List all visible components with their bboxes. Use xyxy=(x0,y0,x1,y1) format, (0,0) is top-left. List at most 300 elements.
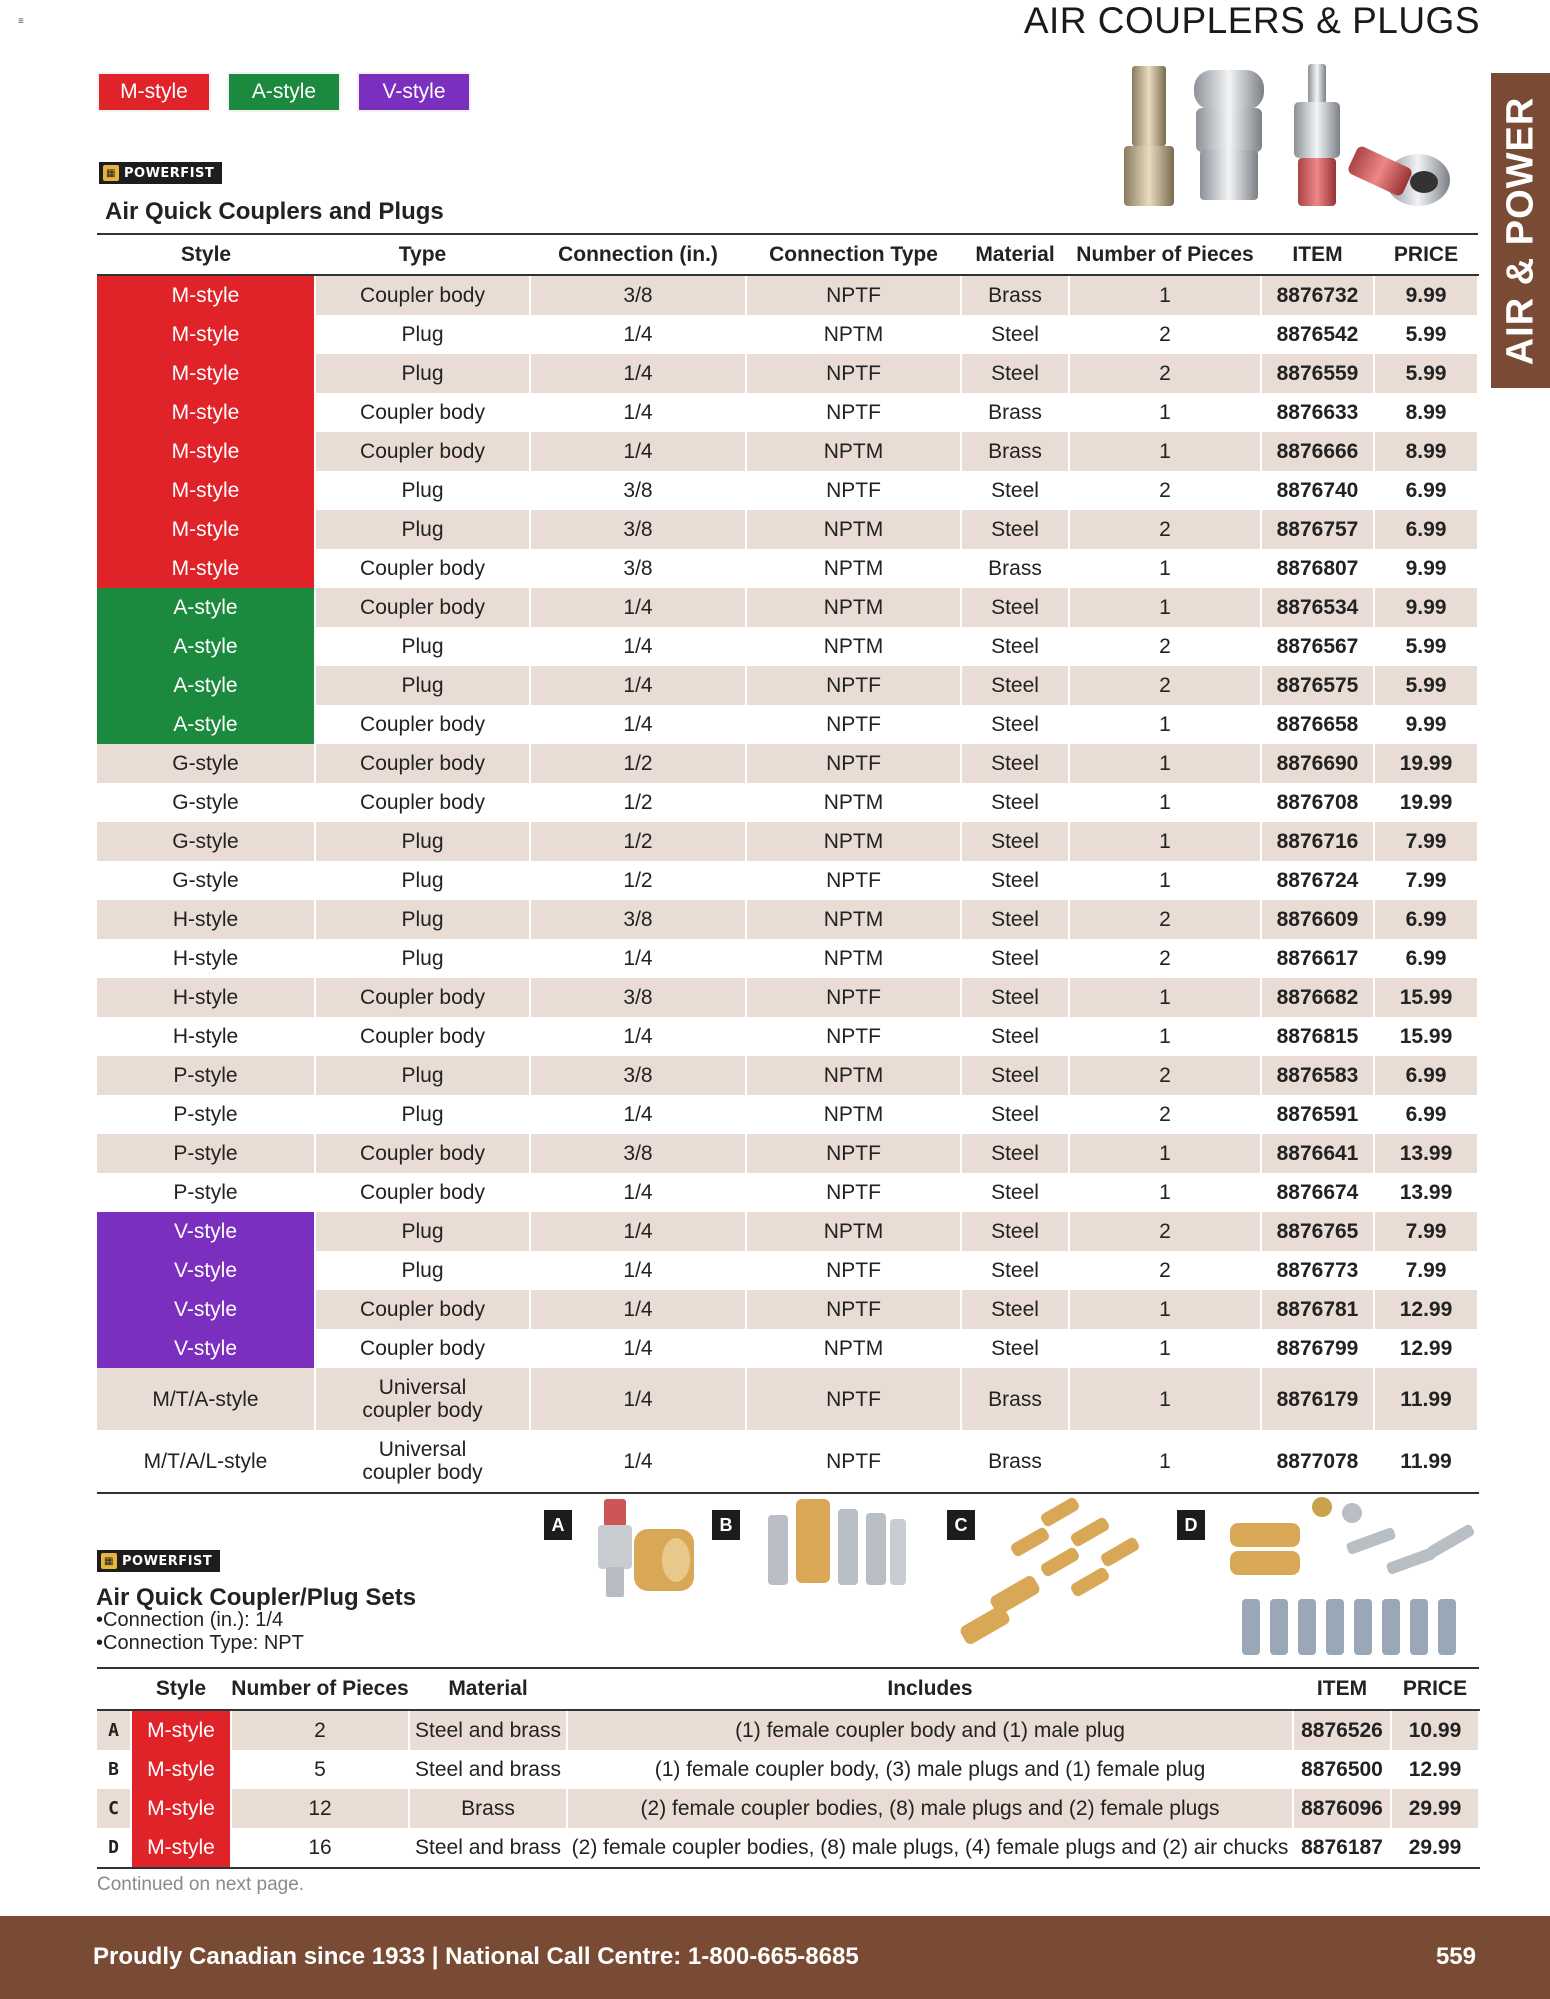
sets-col-style: Style xyxy=(131,1668,231,1710)
cell-connection: 1/4 xyxy=(530,1430,746,1493)
cell-material: Brass xyxy=(961,1430,1069,1493)
cell-type: Coupler body xyxy=(315,1173,530,1212)
cell-type: Plug xyxy=(315,822,530,861)
cell-item: 8876583 xyxy=(1261,1056,1374,1095)
cell-connection: 3/8 xyxy=(530,510,746,549)
cell-material: Steel xyxy=(961,1290,1069,1329)
style-legend xyxy=(99,74,469,110)
cell-item: 8876732 xyxy=(1261,275,1374,315)
cell-material: Steel and brass xyxy=(409,1710,567,1750)
set-specs xyxy=(96,1609,304,1655)
cell-connection: 1/4 xyxy=(530,1017,746,1056)
col-connection: Connection (in.) xyxy=(530,234,746,275)
cell-pieces: 1 xyxy=(1069,1134,1261,1173)
cell-item: 8876641 xyxy=(1261,1134,1374,1173)
cell-item: 8876609 xyxy=(1261,900,1374,939)
table-row xyxy=(97,275,1478,315)
cell-material: Steel xyxy=(961,1017,1069,1056)
cell-pieces: 2 xyxy=(1069,1056,1261,1095)
cell-connection-type: NPTF xyxy=(746,978,961,1017)
cell-item: 8876682 xyxy=(1261,978,1374,1017)
table-row xyxy=(97,1095,1478,1134)
sets-row xyxy=(97,1828,1479,1868)
cell-item: 8876526 xyxy=(1293,1710,1391,1750)
cell-type: Plug xyxy=(315,627,530,666)
spec-connection-type: •Connection Type: NPT xyxy=(96,1632,304,1654)
cell-material: Steel xyxy=(961,900,1069,939)
table-row xyxy=(97,627,1478,666)
cell-item: 8876815 xyxy=(1261,1017,1374,1056)
cell-pieces: 1 xyxy=(1069,1017,1261,1056)
cell-letter: A xyxy=(97,1710,131,1750)
page-number: 559 xyxy=(1435,1943,1476,1970)
cell-item: 8876591 xyxy=(1261,1095,1374,1134)
sets-row xyxy=(97,1789,1479,1828)
sets-col-pieces: Number of Pieces xyxy=(231,1668,409,1710)
cell-type: Coupler body xyxy=(315,783,530,822)
cell-connection: 1/4 xyxy=(530,939,746,978)
cell-connection-type: NPTM xyxy=(746,939,961,978)
set-d-image xyxy=(1226,1495,1481,1660)
cell-connection: 3/8 xyxy=(530,1056,746,1095)
cell-style: P-style xyxy=(97,1095,315,1134)
cell-connection-type: NPTM xyxy=(746,1329,961,1368)
col-price: PRICE xyxy=(1374,234,1478,275)
cell-material: Steel xyxy=(961,705,1069,744)
cell-price: 15.99 xyxy=(1374,978,1478,1017)
cell-letter: D xyxy=(97,1828,131,1868)
cell-style: A-style xyxy=(97,705,315,744)
cell-style: H-style xyxy=(97,939,315,978)
col-pieces: Number of Pieces xyxy=(1069,234,1261,275)
cell-price: 10.99 xyxy=(1391,1710,1479,1750)
cell-pieces: 2 xyxy=(1069,900,1261,939)
sets-col-includes: Includes xyxy=(567,1668,1293,1710)
cell-item: 8876575 xyxy=(1261,666,1374,705)
cell-price: 15.99 xyxy=(1374,1017,1478,1056)
table-row xyxy=(97,822,1478,861)
col-type: Type xyxy=(315,234,530,275)
cell-price: 13.99 xyxy=(1374,1173,1478,1212)
cell-material: Brass xyxy=(961,275,1069,315)
cell-item: 8876765 xyxy=(1261,1212,1374,1251)
cell-price: 7.99 xyxy=(1374,861,1478,900)
table-row xyxy=(97,1134,1478,1173)
cell-price: 6.99 xyxy=(1374,1056,1478,1095)
brand-name: POWERFIST xyxy=(122,1553,213,1569)
cell-type: Plug xyxy=(315,666,530,705)
cell-connection-type: NPTF xyxy=(746,1430,961,1493)
cell-item: 8876740 xyxy=(1261,471,1374,510)
cell-pieces: 1 xyxy=(1069,393,1261,432)
cell-style: P-style xyxy=(97,1173,315,1212)
cell-price: 6.99 xyxy=(1374,900,1478,939)
cell-style: H-style xyxy=(97,900,315,939)
cell-material: Steel xyxy=(961,744,1069,783)
table-row xyxy=(97,549,1478,588)
cell-material: Brass xyxy=(961,1368,1069,1430)
cell-type: Coupler body xyxy=(315,549,530,588)
cell-item: 8876773 xyxy=(1261,1251,1374,1290)
cell-type: Universal coupler body xyxy=(315,1430,530,1493)
cell-style: A-style xyxy=(97,666,315,705)
cell-pieces: 12 xyxy=(231,1789,409,1828)
cell-item: 8876559 xyxy=(1261,354,1374,393)
cell-material: Steel xyxy=(961,1056,1069,1095)
cell-item: 8876674 xyxy=(1261,1173,1374,1212)
cell-connection-type: NPTM xyxy=(746,315,961,354)
cell-style: M-style xyxy=(97,471,315,510)
cell-connection-type: NPTF xyxy=(746,1017,961,1056)
cell-pieces: 2 xyxy=(1069,510,1261,549)
cell-type: Coupler body xyxy=(315,588,530,627)
cell-material: Steel xyxy=(961,510,1069,549)
cell-price: 12.99 xyxy=(1391,1750,1479,1789)
powerfist-logo-sets xyxy=(97,1550,220,1572)
continued-note: Continued on next page. xyxy=(97,1874,305,1895)
set-b-image xyxy=(760,1495,910,1595)
side-tab-label: AIR & POWER xyxy=(1499,96,1541,365)
cell-material: Steel xyxy=(961,783,1069,822)
table-row xyxy=(97,900,1478,939)
cell-item: 8876617 xyxy=(1261,939,1374,978)
cell-item: 8876534 xyxy=(1261,588,1374,627)
cell-type: Plug xyxy=(315,900,530,939)
cell-connection-type: NPTM xyxy=(746,822,961,861)
cell-material: Steel xyxy=(961,1251,1069,1290)
cell-price: 8.99 xyxy=(1374,393,1478,432)
cell-style: H-style xyxy=(97,978,315,1017)
cell-type: Plug xyxy=(315,1095,530,1134)
cell-connection: 3/8 xyxy=(530,1134,746,1173)
cell-connection: 1/2 xyxy=(530,783,746,822)
cell-connection: 3/8 xyxy=(530,471,746,510)
cell-pieces: 1 xyxy=(1069,1368,1261,1430)
cell-price: 6.99 xyxy=(1374,939,1478,978)
table-row xyxy=(97,1430,1478,1493)
table-row xyxy=(97,354,1478,393)
cell-material: Steel xyxy=(961,1134,1069,1173)
cell-material: Steel xyxy=(961,1095,1069,1134)
cell-style: M-style xyxy=(97,510,315,549)
cell-style: V-style xyxy=(97,1290,315,1329)
cell-style: M-style xyxy=(97,393,315,432)
table-row xyxy=(97,705,1478,744)
cell-price: 7.99 xyxy=(1374,822,1478,861)
spec-connection: •Connection (in.): 1/4 xyxy=(96,1609,284,1631)
cell-price: 9.99 xyxy=(1374,275,1478,315)
cell-item: 8876542 xyxy=(1261,315,1374,354)
cell-item: 8876757 xyxy=(1261,510,1374,549)
cell-connection: 1/4 xyxy=(530,1212,746,1251)
cell-type: Plug xyxy=(315,939,530,978)
cell-material: Steel xyxy=(961,666,1069,705)
sets-header-row xyxy=(97,1668,1479,1710)
cell-item: 8876666 xyxy=(1261,432,1374,471)
cell-style: M-style xyxy=(131,1789,231,1828)
cell-price: 11.99 xyxy=(1374,1368,1478,1430)
cell-material: Brass xyxy=(409,1789,567,1828)
table-row xyxy=(97,1368,1478,1430)
cell-connection: 3/8 xyxy=(530,549,746,588)
cell-style: M-style xyxy=(97,354,315,393)
page-title: AIR COUPLERS & PLUGS xyxy=(1023,0,1480,41)
cell-style: M-style xyxy=(97,549,315,588)
cell-price: 6.99 xyxy=(1374,471,1478,510)
cell-material: Steel xyxy=(961,315,1069,354)
cell-style: M/T/A/L-style xyxy=(97,1430,315,1493)
corner-menu-icon: ≡ xyxy=(18,16,24,27)
logo-mark-icon: ▦ xyxy=(103,165,119,181)
cell-connection: 1/4 xyxy=(530,354,746,393)
cell-item: 8876724 xyxy=(1261,861,1374,900)
cell-connection: 1/2 xyxy=(530,744,746,783)
sets-row xyxy=(97,1750,1479,1789)
col-item: ITEM xyxy=(1261,234,1374,275)
cell-item: 8876807 xyxy=(1261,549,1374,588)
cell-includes: (2) female coupler bodies, (8) male plugs and (2) female plugs xyxy=(567,1789,1293,1828)
table-row xyxy=(97,1212,1478,1251)
logo-mark-icon: ▦ xyxy=(101,1553,117,1569)
cell-item: 8876179 xyxy=(1261,1368,1374,1430)
cell-pieces: 1 xyxy=(1069,705,1261,744)
footer-text: Proudly Canadian since 1933 | National Call Centre: 1-800-665-8685 xyxy=(93,1943,859,1970)
cell-connection-type: NPTF xyxy=(746,1368,961,1430)
cell-style: V-style xyxy=(97,1329,315,1368)
cell-style: P-style xyxy=(97,1056,315,1095)
cell-price: 29.99 xyxy=(1391,1828,1479,1868)
cell-connection: 1/4 xyxy=(530,315,746,354)
cell-pieces: 1 xyxy=(1069,588,1261,627)
cell-connection-type: NPTF xyxy=(746,275,961,315)
cell-item: 8876567 xyxy=(1261,627,1374,666)
cell-price: 9.99 xyxy=(1374,549,1478,588)
cell-material: Steel xyxy=(961,978,1069,1017)
table-row xyxy=(97,1056,1478,1095)
cell-letter: C xyxy=(97,1789,131,1828)
cell-price: 6.99 xyxy=(1374,510,1478,549)
cell-connection: 3/8 xyxy=(530,978,746,1017)
cell-connection: 1/4 xyxy=(530,1329,746,1368)
cell-type: Plug xyxy=(315,861,530,900)
sets-col-item: ITEM xyxy=(1293,1668,1391,1710)
table-row xyxy=(97,744,1478,783)
cell-style: V-style xyxy=(97,1212,315,1251)
couplers-table xyxy=(97,233,1479,1494)
cell-style: G-style xyxy=(97,822,315,861)
cell-price: 7.99 xyxy=(1374,1251,1478,1290)
cell-item: 8876781 xyxy=(1261,1290,1374,1329)
cell-connection-type: NPTF xyxy=(746,1134,961,1173)
powerfist-logo xyxy=(99,162,222,184)
cell-pieces: 1 xyxy=(1069,1430,1261,1493)
cell-style: M-style xyxy=(97,432,315,471)
cell-pieces: 2 xyxy=(231,1710,409,1750)
cell-material: Brass xyxy=(961,549,1069,588)
cell-pieces: 1 xyxy=(1069,978,1261,1017)
cell-material: Brass xyxy=(961,393,1069,432)
sets-col-material: Material xyxy=(409,1668,567,1710)
cell-pieces: 2 xyxy=(1069,627,1261,666)
cell-connection-type: NPTF xyxy=(746,861,961,900)
table-row xyxy=(97,978,1478,1017)
cell-price: 6.99 xyxy=(1374,1095,1478,1134)
cell-connection-type: NPTM xyxy=(746,549,961,588)
cell-item: 8876096 xyxy=(1293,1789,1391,1828)
cell-includes: (2) female coupler bodies, (8) male plugs, (4) female plugs and (2) air chucks xyxy=(567,1828,1293,1868)
cell-style: G-style xyxy=(97,861,315,900)
table-row xyxy=(97,1290,1478,1329)
cell-connection-type: NPTF xyxy=(746,393,961,432)
table-row xyxy=(97,1173,1478,1212)
cell-connection-type: NPTF xyxy=(746,744,961,783)
cell-item: 8876690 xyxy=(1261,744,1374,783)
cell-type: Coupler body xyxy=(315,1134,530,1173)
sets-row xyxy=(97,1710,1479,1750)
cell-type: Plug xyxy=(315,354,530,393)
cell-style: G-style xyxy=(97,744,315,783)
cell-pieces: 2 xyxy=(1069,315,1261,354)
cell-price: 13.99 xyxy=(1374,1134,1478,1173)
cell-type: Coupler body xyxy=(315,275,530,315)
cell-price: 12.99 xyxy=(1374,1290,1478,1329)
cell-pieces: 1 xyxy=(1069,861,1261,900)
cell-connection-type: NPTF xyxy=(746,471,961,510)
cell-connection: 3/8 xyxy=(530,275,746,315)
cell-material: Steel xyxy=(961,627,1069,666)
cell-connection: 1/4 xyxy=(530,432,746,471)
cell-material: Steel xyxy=(961,354,1069,393)
cell-pieces: 1 xyxy=(1069,549,1261,588)
cell-connection-type: NPTF xyxy=(746,666,961,705)
cell-type: Coupler body xyxy=(315,432,530,471)
cell-style: P-style xyxy=(97,1134,315,1173)
cell-pieces: 1 xyxy=(1069,1329,1261,1368)
cell-type: Plug xyxy=(315,315,530,354)
cell-style: M/T/A-style xyxy=(97,1368,315,1430)
cell-material: Steel and brass xyxy=(409,1828,567,1868)
cell-connection-type: NPTM xyxy=(746,588,961,627)
cell-style: M-style xyxy=(131,1750,231,1789)
cell-item: 8876633 xyxy=(1261,393,1374,432)
sets-col-price: PRICE xyxy=(1391,1668,1479,1710)
cell-connection: 1/2 xyxy=(530,861,746,900)
cell-pieces: 2 xyxy=(1069,666,1261,705)
cell-connection: 1/4 xyxy=(530,1095,746,1134)
sets-table xyxy=(97,1667,1480,1869)
cell-connection: 1/4 xyxy=(530,1251,746,1290)
cell-pieces: 1 xyxy=(1069,822,1261,861)
cell-pieces: 2 xyxy=(1069,939,1261,978)
table-header-row xyxy=(97,234,1478,275)
cell-letter: B xyxy=(97,1750,131,1789)
cell-price: 5.99 xyxy=(1374,315,1478,354)
cell-connection-type: NPTF xyxy=(746,705,961,744)
cell-connection-type: NPTF xyxy=(746,1251,961,1290)
cell-type: Coupler body xyxy=(315,1290,530,1329)
table-row xyxy=(97,666,1478,705)
set-c-image xyxy=(950,1495,1160,1655)
cell-item: 8876500 xyxy=(1293,1750,1391,1789)
cell-includes: (1) female coupler body and (1) male plug xyxy=(567,1710,1293,1750)
cell-price: 29.99 xyxy=(1391,1789,1479,1828)
cell-type: Coupler body xyxy=(315,1329,530,1368)
legend-v-style: V-style xyxy=(359,74,469,110)
cell-price: 19.99 xyxy=(1374,783,1478,822)
cell-type: Plug xyxy=(315,1251,530,1290)
cell-connection-type: NPTM xyxy=(746,1056,961,1095)
cell-connection-type: NPTF xyxy=(746,1173,961,1212)
cell-connection-type: NPTM xyxy=(746,510,961,549)
col-material: Material xyxy=(961,234,1069,275)
cell-pieces: 2 xyxy=(1069,1212,1261,1251)
image-label-a: A xyxy=(544,1510,572,1540)
cell-connection: 1/4 xyxy=(530,705,746,744)
cell-pieces: 2 xyxy=(1069,354,1261,393)
cell-connection: 3/8 xyxy=(530,900,746,939)
sets-col-letter xyxy=(97,1668,131,1710)
cell-item: 8876187 xyxy=(1293,1828,1391,1868)
cell-pieces: 1 xyxy=(1069,744,1261,783)
set-a-image xyxy=(590,1495,710,1605)
table-row xyxy=(97,471,1478,510)
cell-material: Steel xyxy=(961,1173,1069,1212)
cell-pieces: 2 xyxy=(1069,1095,1261,1134)
cell-type: Coupler body xyxy=(315,978,530,1017)
table-row xyxy=(97,1017,1478,1056)
table-row xyxy=(97,432,1478,471)
cell-style: M-style xyxy=(131,1828,231,1868)
cell-type: Plug xyxy=(315,1056,530,1095)
cell-connection-type: NPTM xyxy=(746,900,961,939)
cell-connection: 1/4 xyxy=(530,588,746,627)
cell-connection-type: NPTM xyxy=(746,783,961,822)
cell-pieces: 1 xyxy=(1069,275,1261,315)
cell-material: Steel xyxy=(961,939,1069,978)
cell-pieces: 2 xyxy=(1069,471,1261,510)
cell-connection: 1/4 xyxy=(530,627,746,666)
cell-material: Brass xyxy=(961,432,1069,471)
cell-material: Steel xyxy=(961,861,1069,900)
table-row xyxy=(97,315,1478,354)
cell-connection: 1/4 xyxy=(530,1173,746,1212)
cell-connection-type: NPTM xyxy=(746,627,961,666)
cell-connection: 1/4 xyxy=(530,666,746,705)
cell-material: Steel xyxy=(961,822,1069,861)
section-title-couplers: Air Quick Couplers and Plugs xyxy=(105,198,444,225)
footer-bar xyxy=(0,1916,1550,1999)
table-row xyxy=(97,783,1478,822)
cell-type: Coupler body xyxy=(315,1017,530,1056)
cell-price: 5.99 xyxy=(1374,666,1478,705)
cell-style: A-style xyxy=(97,627,315,666)
table-row xyxy=(97,1329,1478,1368)
cell-pieces: 16 xyxy=(231,1828,409,1868)
cell-price: 5.99 xyxy=(1374,354,1478,393)
image-label-b: B xyxy=(712,1510,740,1540)
cell-includes: (1) female coupler body, (3) male plugs and (1) female plug xyxy=(567,1750,1293,1789)
cell-item: 8876658 xyxy=(1261,705,1374,744)
cell-price: 7.99 xyxy=(1374,1212,1478,1251)
cell-price: 9.99 xyxy=(1374,588,1478,627)
cell-style: H-style xyxy=(97,1017,315,1056)
table-row xyxy=(97,861,1478,900)
cell-style: A-style xyxy=(97,588,315,627)
cell-connection: 1/4 xyxy=(530,1368,746,1430)
cell-price: 19.99 xyxy=(1374,744,1478,783)
cell-connection: 1/2 xyxy=(530,822,746,861)
cell-price: 12.99 xyxy=(1374,1329,1478,1368)
